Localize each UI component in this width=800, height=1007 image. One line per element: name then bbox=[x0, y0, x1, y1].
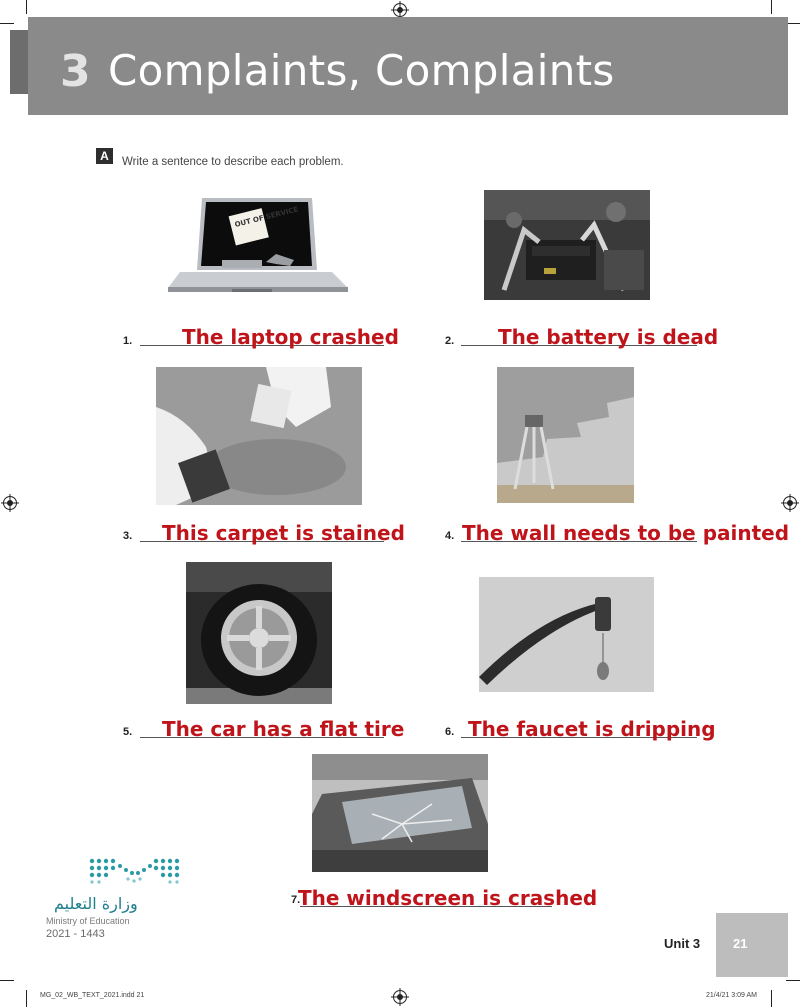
ministry-name-arabic: وزارة التعليم bbox=[54, 894, 138, 913]
photo-tire bbox=[186, 562, 332, 704]
photo-battery bbox=[484, 190, 650, 300]
sign-text: OUT OF SERVICE bbox=[233, 205, 300, 229]
edition-year: 2021 - 1443 bbox=[46, 928, 105, 940]
item-number: 3. bbox=[123, 530, 133, 542]
ministry-name-english: Ministry of Education bbox=[46, 916, 130, 926]
banner-tab bbox=[10, 30, 28, 94]
item-number: 7. bbox=[291, 894, 301, 906]
answer-text: The faucet is dripping bbox=[468, 717, 716, 741]
answer-text: The battery is dead bbox=[498, 325, 719, 349]
answer-text: The wall needs to be painted bbox=[462, 521, 790, 545]
crop-mark bbox=[26, 0, 27, 14]
page-number: 21 bbox=[733, 936, 748, 951]
item-number: 2. bbox=[445, 335, 455, 347]
crop-mark bbox=[26, 990, 27, 1007]
item-number: 1. bbox=[123, 335, 133, 347]
section-badge: A bbox=[96, 148, 113, 164]
footer-unit-label: Unit 3 bbox=[664, 936, 701, 951]
instruction-text: Write a sentence to describe each problem. bbox=[122, 156, 344, 168]
crop-mark bbox=[0, 980, 14, 981]
registration-mark-icon bbox=[393, 3, 407, 17]
item-number: 4. bbox=[445, 530, 455, 542]
answer-text: The laptop crashed bbox=[182, 325, 399, 349]
registration-mark-icon bbox=[393, 990, 407, 1004]
item-number: 6. bbox=[445, 726, 455, 738]
answer-text: This carpet is stained bbox=[162, 521, 405, 545]
page-title: Complaints, Complaints bbox=[108, 46, 615, 95]
crop-mark bbox=[771, 990, 772, 1007]
photo-faucet bbox=[479, 577, 654, 692]
photo-laptop bbox=[162, 190, 350, 300]
answer-text: The windscreen is crashed bbox=[298, 886, 598, 910]
ministry-logo-icon bbox=[88, 857, 180, 887]
registration-mark-icon bbox=[3, 496, 17, 510]
photo-wall bbox=[497, 367, 634, 503]
crop-mark bbox=[771, 0, 772, 14]
crop-mark bbox=[786, 23, 800, 24]
photo-windscreen bbox=[312, 754, 488, 872]
registration-mark-icon bbox=[783, 496, 797, 510]
page-number-box bbox=[716, 913, 788, 977]
date-slug: 21/4/21 3:09 AM bbox=[706, 992, 757, 999]
answer-text: The car has a flat tire bbox=[162, 717, 405, 741]
crop-mark bbox=[0, 23, 14, 24]
crop-mark bbox=[786, 980, 800, 981]
unit-number: 3 bbox=[60, 46, 91, 97]
file-slug: MG_02_WB_TEXT_2021.indd 21 bbox=[40, 992, 145, 999]
photo-carpet bbox=[156, 367, 362, 505]
item-number: 5. bbox=[123, 726, 133, 738]
